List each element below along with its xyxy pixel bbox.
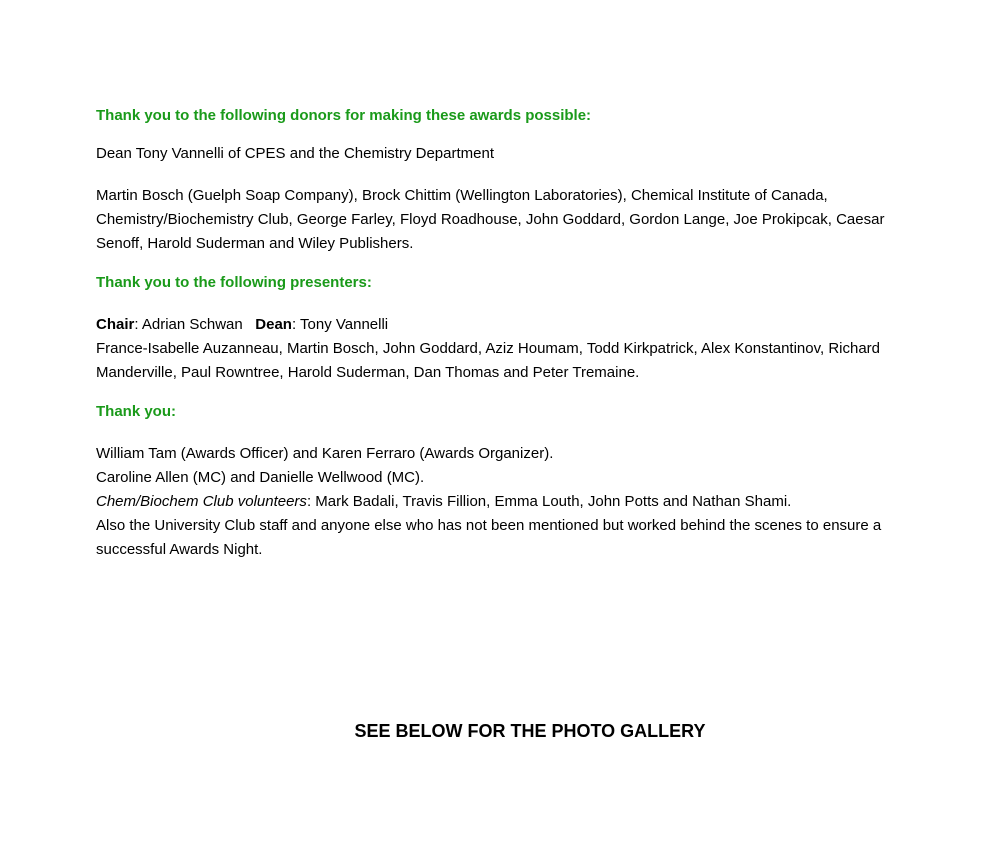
donors-heading: Thank you to the following donors for making these awards possible:	[96, 107, 592, 124]
thanks-staff-line: Also the University Club staff and anyone else who has not been mentioned but worked behind the scenes to ensure a successful Awards Night.	[96, 517, 882, 558]
dean-label: Dean	[255, 316, 292, 333]
thanks-heading: Thank you:	[96, 403, 177, 420]
photo-gallery-notice: SEE BELOW FOR THE PHOTO GALLERY	[354, 721, 706, 741]
volunteers-label: Chem/Biochem Club volunteers	[96, 493, 307, 510]
donors-dean-line: Dean Tony Vannelli of CPES and the Chemistry Department	[96, 145, 494, 162]
presenters-heading: Thank you to the following presenters:	[96, 274, 372, 291]
chair-label: Chair	[96, 316, 135, 333]
volunteers-value: : Mark Badali, Travis Fillion, Emma Louth, John Potts and Nathan Shami.	[306, 493, 792, 510]
acknowledgements-document	[96, 104, 926, 562]
donors-list: Martin Bosch (Guelph Soap Company), Brock Chittim (Wellington Laboratories), Chemical Institute of Canada, Chemistry/Biochemistry Club, George Farley, Floyd Roadhouse, John Goddard, Gordon Lange, Joe Prokipcak, Caesar Senoff, Harold Suderman and Wiley Publishers.	[96, 187, 885, 252]
thanks-volunteers-line	[96, 490, 926, 514]
dean-value: : Tony Vannelli	[291, 316, 389, 333]
thanks-awards-line: William Tam (Awards Officer) and Karen Ferraro (Awards Organizer).	[96, 445, 554, 462]
presenters-chair-dean-line	[96, 313, 926, 337]
presenters-list: France-Isabelle Auzanneau, Martin Bosch, John Goddard, Aziz Houmam, Todd Kirkpatrick, Alex Konstantinov, Richard Manderville, Paul Rowntree, Harold Suderman, Dan Thomas and Peter Tremaine.	[96, 340, 881, 381]
chair-value: : Adrian Schwan	[134, 316, 243, 333]
thanks-mc-line: Caroline Allen (MC) and Danielle Wellwood (MC).	[96, 469, 425, 486]
